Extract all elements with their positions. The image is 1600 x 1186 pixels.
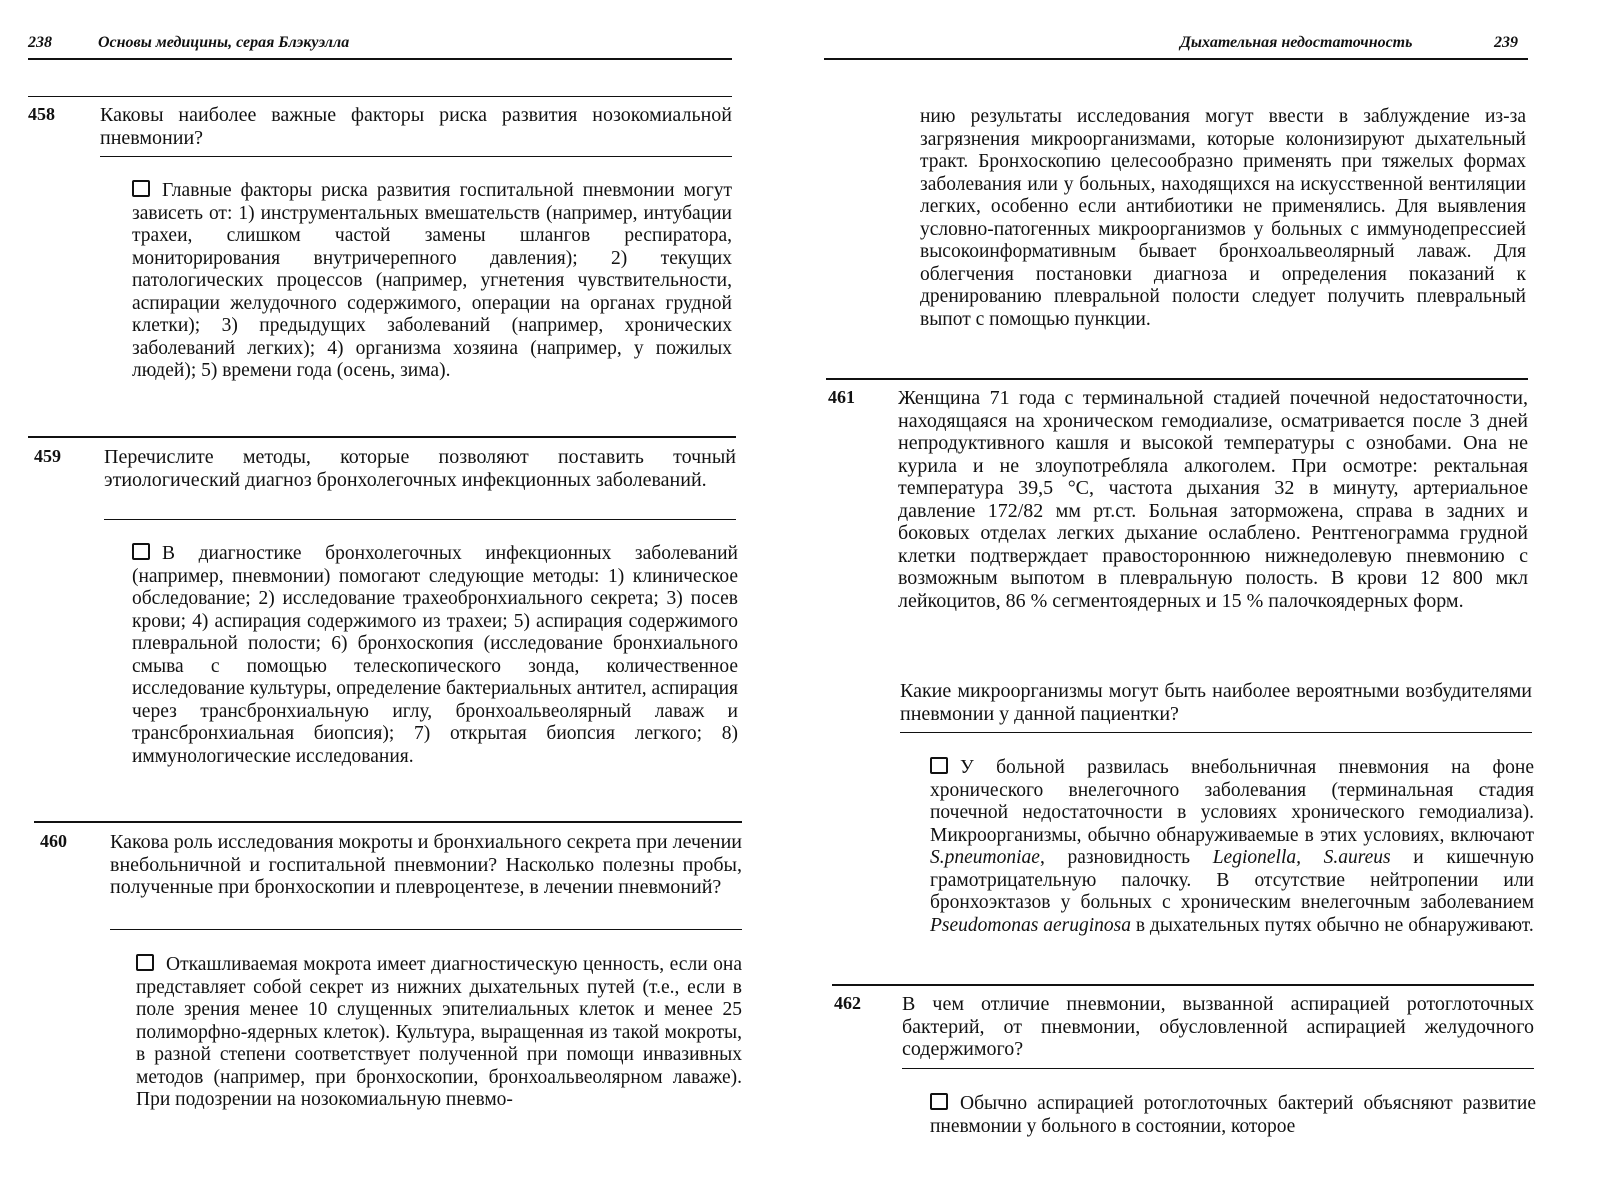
- answer-text: [136, 954, 742, 1112]
- header-rule: [28, 58, 732, 60]
- answer-body: У больной развилась внебольничная пневмония на фоне хронического внелегочного заболевания (терминальная стадия почечной недостаточности в условиях хронического гемодиализа). Микроорганизмы, обычно обнаруживаемые в этих условиях, включают: [930, 757, 1534, 846]
- divider: [34, 821, 742, 823]
- organism-name: Legionella, S.aureus: [1212, 847, 1391, 868]
- answer-text: [132, 543, 738, 768]
- divider: [104, 519, 736, 520]
- right-page: [790, 0, 1600, 1186]
- header-rule: [824, 58, 1528, 60]
- question-text: Перечислите методы, которые позволяют поставить точный этиологический диагноз бронхолегочных инфекционных заболеваний.: [104, 446, 736, 491]
- answer-body: , разновидность: [1039, 847, 1213, 868]
- divider: [826, 378, 1528, 380]
- answer-body: и кишечную грамотрицательную палочку. В отсутствие нейтропении или бронхоэктазов у больных с хроническим внелегочным заболеванием: [930, 847, 1534, 913]
- divider: [832, 984, 1534, 986]
- answer-body: Откашливаемая мокрота имеет диагностическую ценность, если она представляет собой секрет из нижних дыхательных путей (т.е., если в поле зрения менее 10 слущенных эпителиальных клеток и менее 25 полиморфно-ядерных клеток). Культура, выращенная из такой мокроты, в разной степени соответствует полученной при помощи инвазивных методов (например, при бронхоскопии, бронхоальвеолярном лаваже). При подозрении на нозокомиальную пневмо-: [136, 954, 742, 1110]
- divider: [900, 732, 1532, 733]
- question-number: 458: [28, 104, 55, 124]
- answer-text: [132, 180, 732, 383]
- answer-body: В диагностике бронхолегочных инфекционных заболеваний (например, пневмонии) помогают следующие методы: 1) клиническое обследование; 2) исследование трахеобронхиального секрета; 3) посев крови; 4) аспирация содержимого из трахеи; 5) аспирация содержимого плевральной полости; 6) бронхоскопия (исследование бронхиального смыва с помощью телескопического зонда, количественное исследование культуры, определение бактериальных антител, аспирация через трансбронхиальную иглу, бронхоальвеолярный лаваж и трансбронхиальная биопсия); 7) открытая биопсия легкого; 8) иммунологические исследования.: [132, 543, 738, 767]
- question-number: 459: [34, 446, 61, 466]
- divider: [28, 96, 732, 97]
- running-head: Дыхательная недостаточность: [1180, 34, 1413, 51]
- checkbox-square-icon: [132, 543, 150, 560]
- divider: [28, 436, 736, 438]
- case-text: Женщина 71 года с терминальной стадией почечной недостаточности, находящаяся на хроническом гемодиализе, осматривается после 3 дней непродуктивного кашля и высокой температуры с ознобами. Она не курила и не злоупотребляла алкоголем. При осмотре: ректальная температура 39,5 °С, частота дыхания 32 в минуту, артериальное давление 172/82 мм рт.ст. Больная заторможена, справа в задних и боковых отделах легких дыхание ослаблено. Рентгенограмма грудной клетки подтверждает правостороннюю нижнедолевую пневмонию с возможным выпотом в плевральную полость. В крови 12 800 мкл лейкоцитов, 86 % сегментоядерных и 15 % палочкоядерных форм.: [898, 387, 1528, 612]
- running-head: Основы медицины, серая Блэкуэлла: [98, 34, 350, 51]
- organism-name: Pseudomonas aeruginosa: [930, 914, 1131, 936]
- question-number: 460: [40, 831, 67, 851]
- checkbox-square-icon: [136, 954, 154, 971]
- checkbox-square-icon: [930, 757, 948, 774]
- page-number: 239: [1494, 34, 1518, 51]
- answer-text: [930, 757, 1534, 937]
- divider: [100, 156, 732, 157]
- organism-name: S.pneumoniae: [930, 847, 1040, 868]
- question-text: Какие микроорганизмы могут быть наиболее вероятными возбудителями пневмонии у данной пациентки?: [900, 680, 1532, 725]
- divider: [110, 929, 742, 930]
- answer-body: Главные факторы риска развития госпитальной пневмонии могут зависеть от: 1) инструментальных вмешательств (например, интубации трахеи, слишком частой замены шлангов респиратора, мониторирования внутричерепного давления); 2) текущих патологических процессов (например, угнетения чувствительности, аспирации желудочного содержимого, операции на органах грудной клетки); 3) предыдущих заболеваний (например, хронических заболеваний легких); 4) организма хозяина (например, у пожилых людей); 5) времени года (осень, зима).: [132, 180, 732, 381]
- answer-body: Обычно аспирацией ротоглоточных бактерий объясняют развитие пневмонии у больного в состоянии, которое: [930, 1093, 1536, 1137]
- question-text: Какова роль исследования мокроты и бронхиального секрета при лечении внебольничной и госпитальной пневмонии? Насколько полезны пробы, полученные при бронхоскопии и плевроцентезе, в лечении пневмоний?: [110, 831, 742, 898]
- answer-text: [930, 1093, 1536, 1138]
- checkbox-square-icon: [930, 1093, 948, 1110]
- question-number: 461: [828, 387, 855, 407]
- answer-body: в дыхательных путях обычно не обнаруживают.: [1130, 914, 1534, 936]
- left-page: [0, 0, 770, 1186]
- page-number: 238: [28, 34, 52, 51]
- checkbox-square-icon: [132, 180, 150, 197]
- question-text: Каковы наиболее важные факторы риска развития нозокомиальной пневмонии?: [100, 104, 732, 149]
- question-number: 462: [834, 993, 861, 1013]
- continuation-text: нию результаты исследования могут ввести в заблуждение из-за загрязнения микроорганизмами, которые колонизируют дыхательный тракт. Бронхоскопию целесообразно применять при тяжелых формах заболевания или у больных, находящихся на искусственной вентиляции легких, особенно если антибиотики не применялись. Для выявления условно-патогенных микроорганизмов у больных с иммунодепрессией высокоинформативным бывает бронхоальвеолярный лаваж. Для облегчения постановки диагноза и определения показаний к дренированию плевральной полости следует получить плевральный выпот с помощью пункции.: [920, 106, 1526, 330]
- question-text: В чем отличие пневмонии, вызванной аспирацией ротоглоточных бактерий, от пневмонии, обусловленной аспирацией желудочного содержимого?: [902, 993, 1534, 1060]
- divider: [902, 1068, 1534, 1069]
